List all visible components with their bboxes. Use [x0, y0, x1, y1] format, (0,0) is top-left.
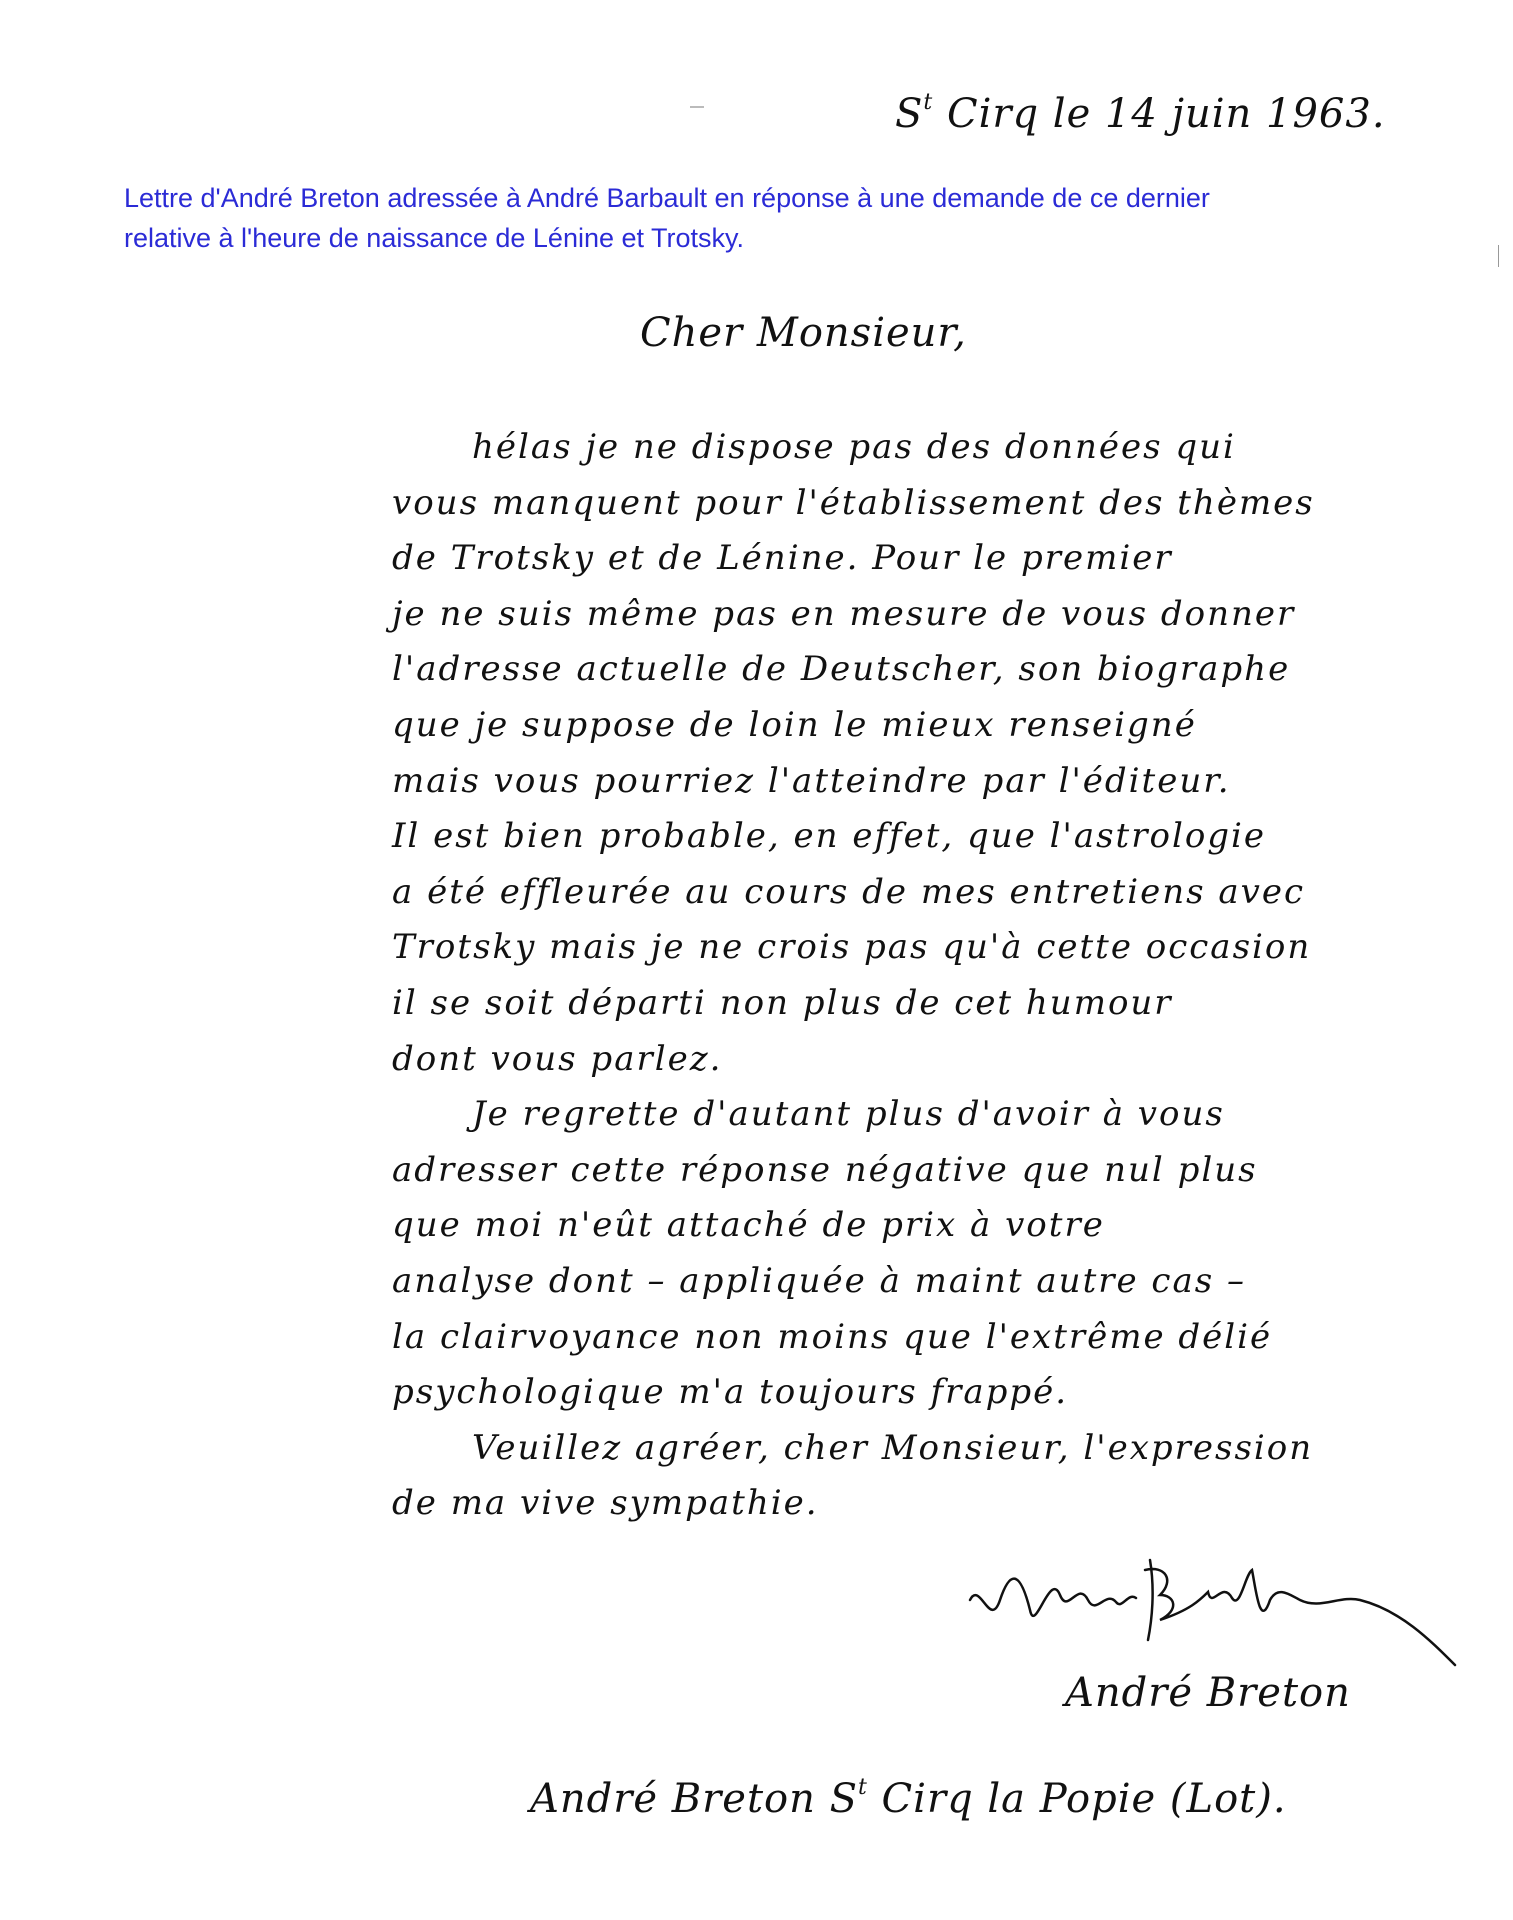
letter-line: adresser cette réponse négative que nul plus: [392, 1149, 1258, 1190]
sender-address: [530, 1775, 1287, 1822]
letter-line: hélas je ne dispose pas des données qui: [472, 427, 1236, 467]
paper-edge-mark: [1498, 245, 1499, 267]
caption-line-2: relative à l'heure de naissance de Lénine et Trotsky.: [124, 223, 745, 253]
address-rest: Cirq la Popie (Lot).: [867, 1776, 1287, 1822]
letter-line: analyse dont – appliquée à maint autre cas –: [392, 1260, 1246, 1301]
letter-line: a été effleurée au cours de mes entretiens avec: [392, 871, 1305, 912]
letter-line: que je suppose de loin le mieux renseigné: [392, 704, 1197, 745]
letter-line: il se soit départi non plus de cet humour: [392, 982, 1173, 1023]
document-caption: [124, 178, 1424, 258]
letter-line: Il est bien probable, en effet, que l'astrologie: [392, 816, 1267, 857]
letter-line: je ne suis même pas en mesure de vous donner: [392, 593, 1296, 634]
address-prefix: André Breton S: [530, 1776, 858, 1822]
letter-line: Veuillez agréer, cher Monsieur, l'expression: [472, 1427, 1314, 1468]
handwritten-signature: [960, 1540, 1460, 1680]
date-place-prefix: S: [895, 91, 924, 137]
letter-line: l'adresse actuelle de Deutscher, son biographe: [392, 649, 1291, 690]
letter-line: la clairvoyance non moins que l'extrême délié: [392, 1316, 1273, 1357]
letter-line: dont vous parlez.: [392, 1038, 723, 1079]
letter-line: Trotsky mais je ne crois pas qu'à cette occasion: [392, 927, 1312, 968]
letter-line: mais vous pourriez l'atteindre par l'éditeur.: [392, 760, 1231, 801]
letter-date-line: [895, 90, 1386, 137]
signature-printed-name: André Breton: [1065, 1670, 1351, 1716]
letter-line: vous manquent pour l'établissement des thèmes: [392, 482, 1315, 523]
letter-body: [392, 420, 1492, 1532]
letter-line: que moi n'eût attaché de prix à votre: [392, 1205, 1105, 1246]
letter-line: de Trotsky et de Lénine. Pour le premier: [392, 538, 1173, 579]
letter-line: Je regrette d'autant plus d'avoir à vous: [472, 1094, 1225, 1135]
date-place-rest: Cirq le 14 juin 1963.: [933, 91, 1386, 137]
paper-speck: [690, 106, 704, 108]
letter-line: de ma vive sympathie.: [392, 1483, 819, 1524]
address-sup: t: [857, 1775, 868, 1800]
letter-line: psychologique m'a toujours frappé.: [392, 1372, 1069, 1413]
date-place-sup: t: [923, 90, 934, 115]
signature-drawing: [960, 1540, 1460, 1680]
letter-salutation: Cher Monsieur,: [640, 310, 967, 356]
caption-line-1: Lettre d'André Breton adressée à André Barbault en réponse à une demande de ce dernier: [124, 183, 1210, 213]
